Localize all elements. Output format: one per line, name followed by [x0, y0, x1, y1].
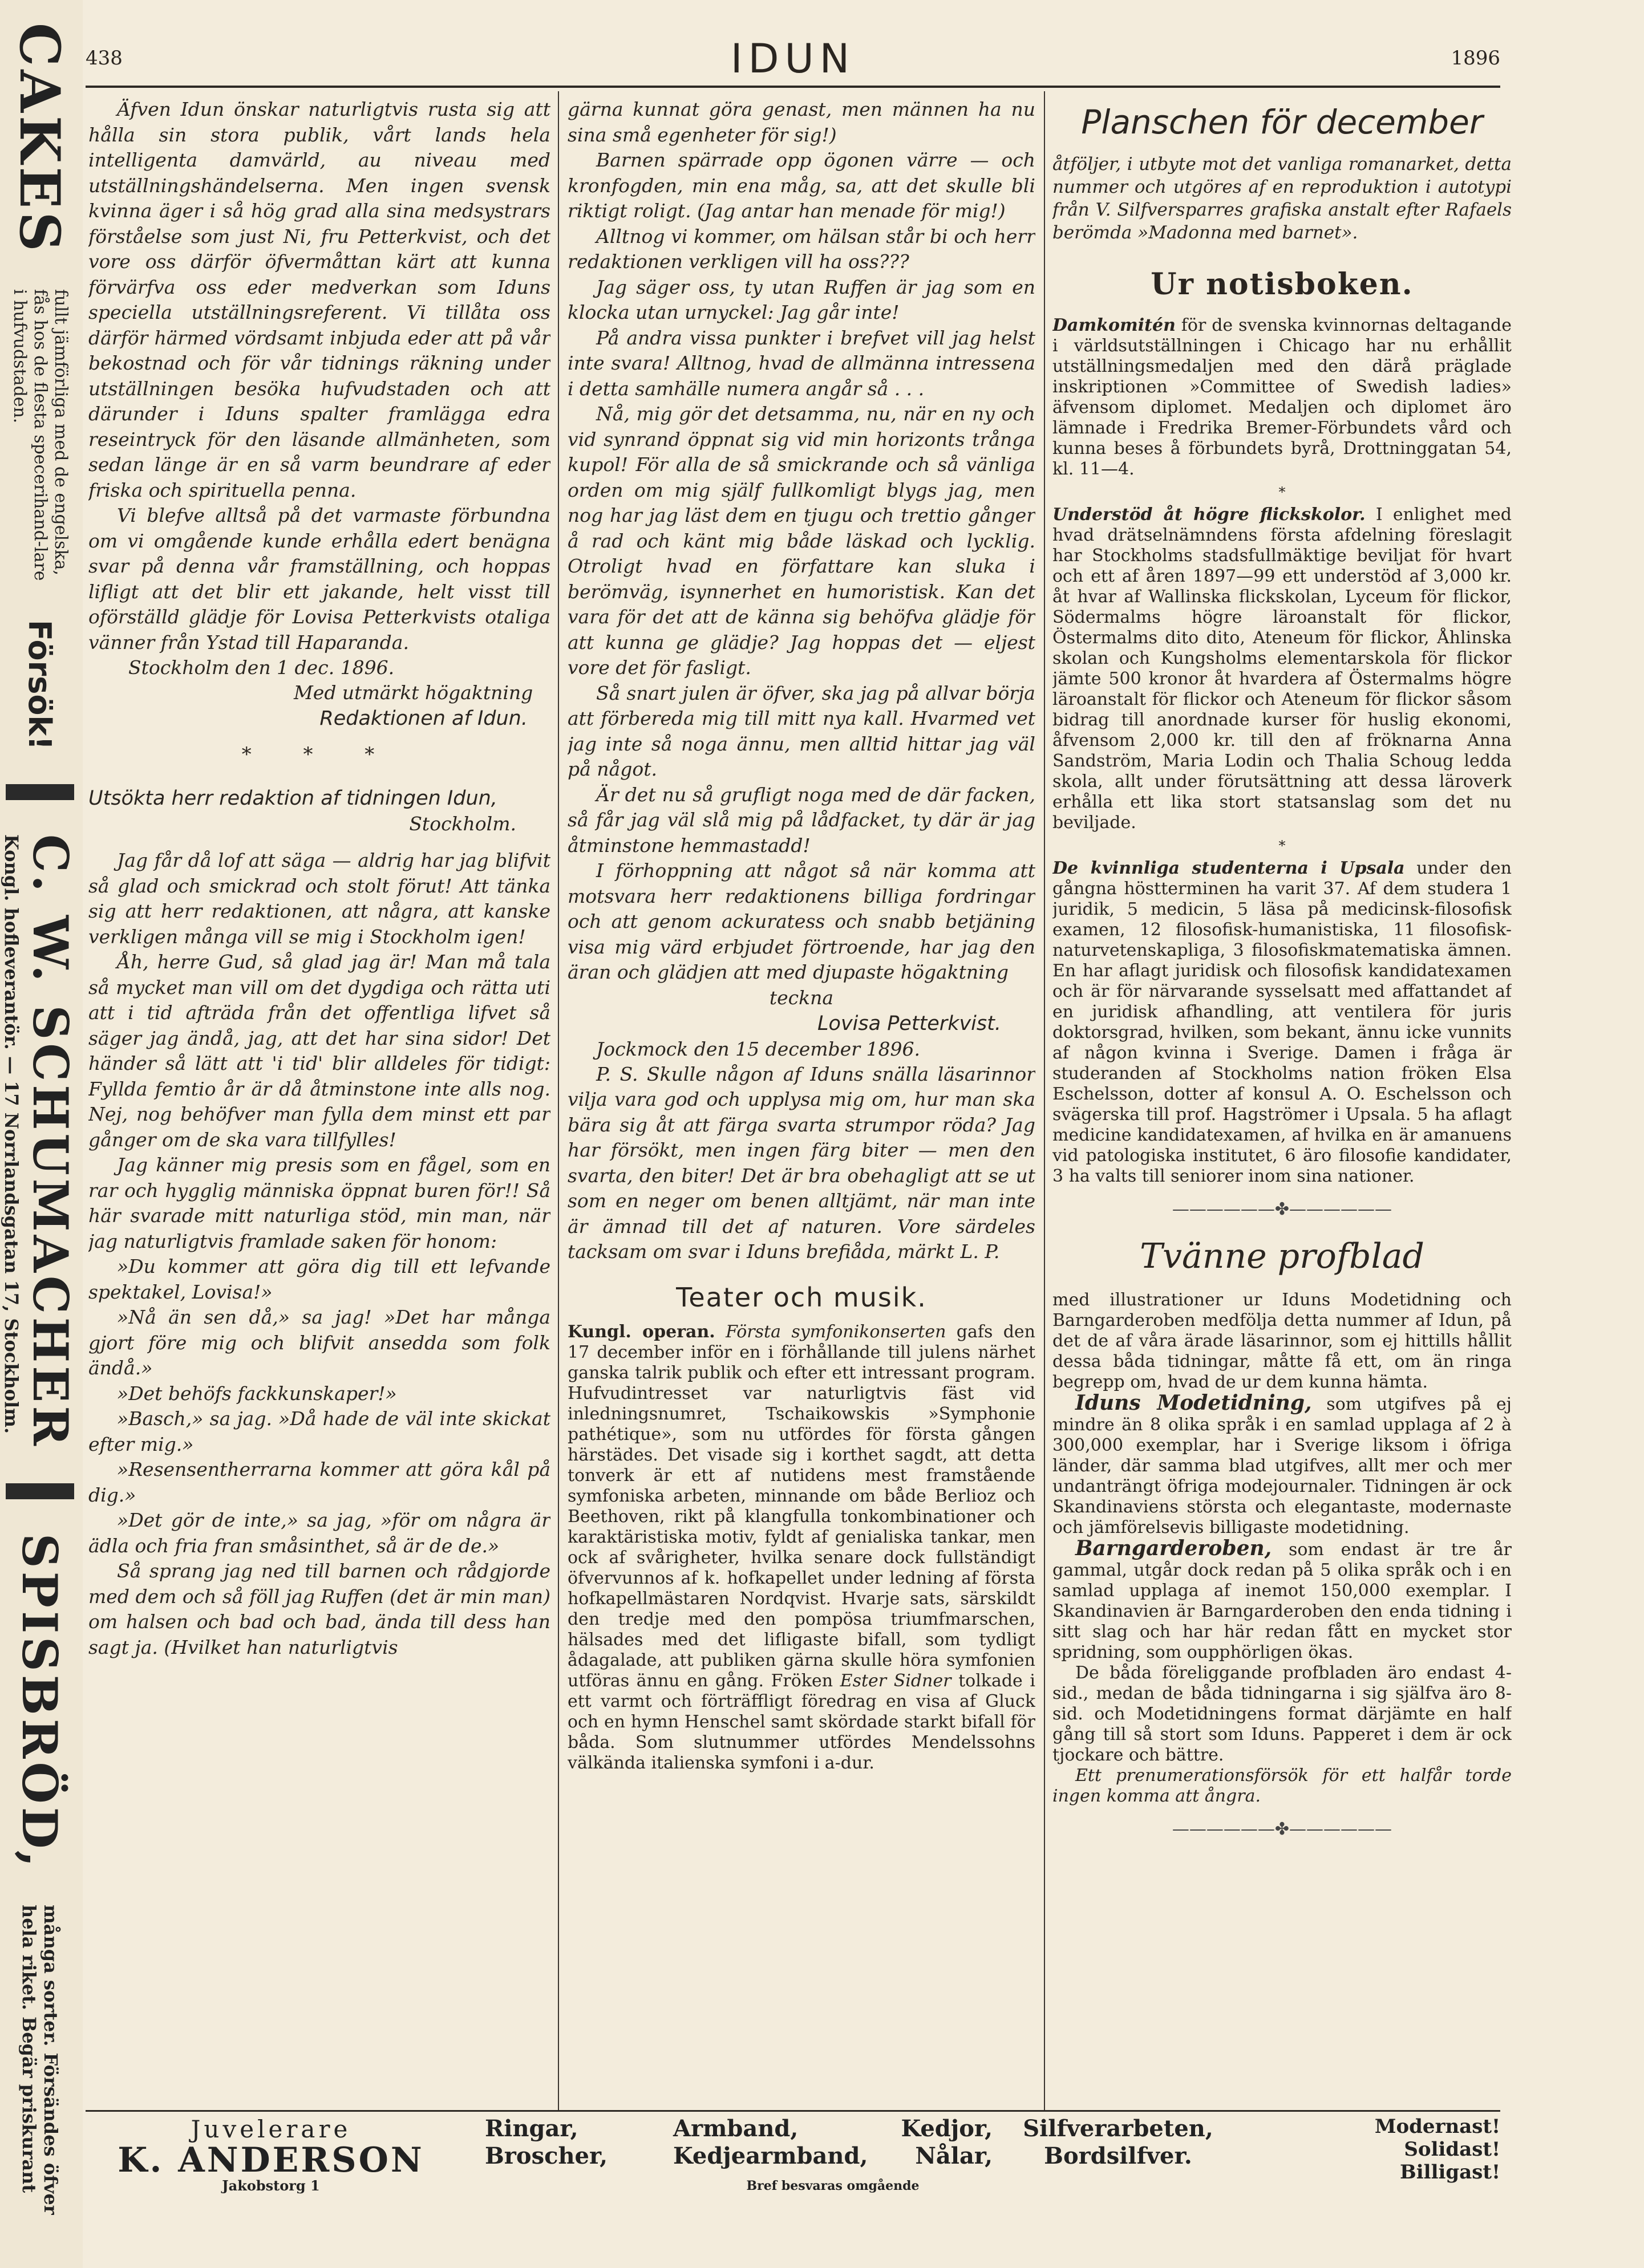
teater-lead-italic: Första symfonikonserten: [726, 1321, 946, 1342]
letter-paragraph: »Du kommer att göra dig till ett lefvande spektakel, Lovisa!»: [88, 1255, 550, 1303]
notis-body: för de svenska kvinnornas deltagande i världsutställningen i Chicago har nu erhållit utställningsmedaljen med den därå präglade inskriptionen »Committee of Swedish ladies» äfvensom diplomet. Medaljen och diplomet äro lämnade i Fredrika Bremer-Förbundets vård och kunna beses å förbundets byrå, Drottninggatan 54, kl. 11—4.: [1052, 315, 1512, 479]
merchant-name: C. W. SCHUMACHER: [22, 834, 79, 1450]
notis-lead: Understöd åt högre flickskolor.: [1052, 505, 1366, 525]
profblad-paragraph: [1052, 1393, 1512, 1538]
product-armband: Armband,: [673, 2115, 799, 2142]
teater-paragraph: [568, 1322, 1035, 1774]
notis-paragraph: [1052, 505, 1512, 833]
letter-paragraph: Så snart julen är öfver, ska jag på allvar börja att förbereda mig till mitt nya kall. Hvarmed vet jag inte så noga ännu, men alltid hittar jag väl på något.: [568, 681, 1035, 780]
product-broscher: Broscher,: [485, 2143, 608, 2169]
notis-body: I enlighet med hvad drätselnämndens första afdelning föreslagit har Stockholms stadsfullmäktige beviljat för hvart och ett af åren 1897—99 ett understöd af 3,000 kr. åt hvar af Wallinska flickskolan, Lyceum för flickor, Södermalms högre läroanstalt för flickor, Östermalms dito dito, Ateneum för flickor, Åhlinska skolan och Kungsholms elementarskola för flickor jämte 500 kronor åt hvardera af Östermalms högre läroanstalt för flickor och Ateneum för flickor såsom bidrag till anordnade kurser för huslig ekonomi, åfvensom 2,000 kr. till den af fröknarna Anna Sandström, Maria Lodin och Thalia Schoug ledda skola, allt under förutsättning att dessa läroverk erhålla ett lika stort statsanslag som det nu beviljade.: [1052, 505, 1512, 833]
notis-lead: Damkomitén: [1052, 315, 1176, 335]
page-year: 1896: [1451, 47, 1500, 70]
jeweler-title: Juvelerare: [191, 2115, 351, 2143]
column-rule: [1044, 91, 1045, 2110]
letter-date: Stockholm den 1 dec. 1896.: [128, 656, 395, 679]
page-title: IDUN: [730, 35, 856, 82]
cakes-text: fullt jämförliga med de engelska, fås hos de flesta specerihand-lare i hufvudstaden.: [10, 289, 71, 581]
column-rule: [558, 91, 559, 2110]
planschen-text: åtföljer, i utbyte mot det vanliga romanarket, detta nummer och utgöres af en reproduktion i autotypi från V. Silfversparres grafiska anstalt efter Rafaels berömda »Madonna med barnet».: [1052, 154, 1512, 243]
teater-body: gafs den 17 december inför en i förhållande till julens närhet ganska talrik publik och efter ett intressant program. Hufvudintresset var naturligtvis fäst vid inledningsnumret, Tschaikowskis »Symphonie pathétique», som nu utfördes för första gången härstädes. Det visade sig i korthet sagdt, att detta tonverk är ett af nutidens mest framstående symfoniska arbeten, minnande om både Berlioz och Beethoven, rikt på klangfulla tonkombinationer och karaktäristiska motiv, fyldt af genialiska tankar, men ock af svårigheter, hvilka senare dock fullständigt öfvervunnos af k. hofkapellet under ledning af första hofkapellmästaren Nordqvist. Hvarje sats, särskildt den tredje med den pompösa triumfmarschen, hälsades med det lifligaste bifall, som tydligt ådagalade, att publiken gärna skulle höra symfonien utföras ännu en gång. Fröken: [568, 1321, 1035, 1691]
letter-signature: Lovisa Petterkvist.: [817, 1012, 1001, 1035]
divider-bar: [6, 784, 74, 800]
spisbrod-text: många sorter. Försändes öfver hela riket. Begär priskurant: [18, 1904, 62, 2215]
section-heading-notisboken: Ur notisboken.: [1151, 267, 1414, 302]
notis-divider-dot: *: [1278, 838, 1286, 854]
letter-paragraph: »Det behöfs fackkunskaper!»: [117, 1382, 397, 1405]
side-advertisement: [0, 0, 83, 2268]
footer-advertisement: [86, 2110, 1500, 2192]
profblad-lead: Iduns Modetidning,: [1075, 1391, 1312, 1415]
profblad-paragraph: [1052, 1538, 1512, 1663]
letter-paragraph: »Det gör de inte,» sa jag, »för om några är ädla och fria fran småsinthet, så är de de.»: [88, 1509, 550, 1557]
letter-paragraph: »Resensentherrarna kommer att göra kål på dig.»: [88, 1458, 550, 1506]
section-heading-profblad: Tvänne profblad: [1140, 1236, 1424, 1276]
slogans: [1306, 2115, 1500, 2184]
spisbrod-brand: SPISBRÖD,: [11, 1533, 68, 1871]
cakes-tagline: Försök!: [22, 619, 58, 750]
slogan-solidast: Solidast!: [1404, 2138, 1500, 2161]
profblad-lead: Barngarderoben,: [1075, 1536, 1272, 1560]
notis-body: under den gångna höstterminen ha varit 37. Af dem studera 1 juridik, 5 medicin, 5 läsa på medicinsk-filosofisk examen, 12 filosofisk-humanistiska, 11 filosofisk-naturvetenskapliga, 3 filosofiskmatematiska ämnen. En har aflagt juridisk och filosofisk kandidatexamen och är för närvarande sysselsatt med affattandet af en juridisk afhandling, att ventilera för juris doktorsgrad, hvilken, som bekant, ännu icke vunnits af någon kvinna i Sverige. Damen i fråga är studeranden af Stockholms nation fröken Elsa Eschelsson, dotter af konsul A. O. Eschelsson och svägerska till prof. Hagströmer i Upsala. 5 ha aflagt medicine kandidatexamen, af hvilka en är amanuens vid patologiska institutet, 6 äro filosofie kandidater, 3 ha valts till seniorer inom sina nationer.: [1052, 858, 1512, 1186]
page-number: 438: [86, 47, 123, 70]
profblad-body: som endast är tre år gammal, utgår dock redan på 5 olika språk och i en samlad upplaga af inemot 150,000 exemplar. I Skandinavien är Barngarderoben den enda tidning i sitt slag och har här redan fått en mycket stor spridning, som oupphörligen ökas.: [1052, 1540, 1512, 1662]
letter-closing: Med utmärkt högaktning: [294, 681, 533, 704]
letter-address-city: Stockholm.: [409, 813, 516, 835]
letter-paragraph: Så sprang jag ned till barnen och rådgjorde med dem och så föll jag Ruffen (det är min man) om halsen och bad och bad, ända till dess han sagt ja. (Hvilket han naturligtvis: [88, 1560, 550, 1658]
letter-address: Utsökta herr redaktion af tidningen Idun,: [88, 787, 497, 810]
notis-paragraph: [1052, 315, 1512, 480]
letter-paragraph: Barnen spärrade opp ögonen värre — och kronfogden, min ena måg, sa, att det skulle bli riktigt roligt. (Jag antar han menade för mig!): [568, 149, 1035, 222]
cakes-brand: CAKES: [7, 23, 72, 255]
order-note: Bref besvaras omgående: [746, 2178, 920, 2193]
letter-paragraph: Jag får då lof att säga — aldrig har jag blifvit så glad och smickrad och stolt förut! Att tänka sig att herr redaktionen, att några, att kanske verkligen många vill se mig i Stockholm igen!: [88, 849, 550, 948]
teater-name: Ester Sidner: [840, 1670, 951, 1691]
notis-divider-dot: *: [1278, 484, 1286, 500]
letter-date: Jockmock den 15 december 1896.: [596, 1037, 920, 1060]
divider-bar: [6, 1483, 74, 1499]
letter-paragraph: »Nå än sen då,» sa jag! »Det har många gjort före mig och blifvit ansedda som folk ändå.»: [88, 1306, 550, 1379]
products-2: [673, 2115, 993, 2200]
letter-paragraph: gärna kunnat göra genast, men männen ha nu sina små egenheter för sig!): [568, 98, 1035, 146]
letter-paragraph: Åh, herre Gud, så glad jag är! Man må tala så mycket man vill om det dygdiga och rätta uti att i tid afträda från det offentliga lifvet så säger jag ändå, jag, att det har sina sidor! Det händer så lätt att 'i tid' blir alldeles för tidigt: Fyllda femtio år är då åtminstone inte alls nog. Nej, nog behöfver man fylla dem minst ett par gånger om de ska vara tillfylles!: [88, 951, 550, 1151]
jeweler-name: K. ANDERSON: [118, 2140, 424, 2180]
merchant-address: Kongl. hofleverantör. — 17 Norrlandsgatan 17, Stockholm.: [1, 834, 23, 1434]
letter-paragraph: Jag känner mig presis som en fågel, som en rar och hygglig människa öppnat buren för!! Så här svarade mitt naturliga stöd, min man, när jag naturligtvis framlade saken för honom:: [88, 1154, 550, 1252]
column-3: [1052, 97, 1512, 2104]
jeweler-address: Jakobstorg 1: [222, 2177, 320, 2194]
column-2: [568, 97, 1035, 2104]
column-1: [88, 97, 550, 2104]
letter-signature: Redaktionen af Idun.: [319, 707, 528, 730]
side-advertisement-text: [0, 23, 80, 2247]
notis-lead: De kvinnliga studenterna i Upsala: [1052, 858, 1405, 878]
letter-paragraph: Äfven Idun önskar naturligtvis rusta sig att hålla sin stora publik, vårt lands hela intelligenta damvärld, au niveau med utställningshändelserna. Men ingen svensk kvinna äger i så hög grad alla sina medsystrars förståelse som just Ni, fru Petterkvist, och det vore oss därför öfvermåttan kärt att kunna förvärfva oss eder medverkan som Iduns speciella utställningsreferent. Vi tillåta oss därför härmed vördsamt inbjuda eder att på vår bekostnad och för vår tidnings räkning under utställningen besöka hufvudstaden och att därunder i Iduns spalter framlägga edra reseintryck för den läsande allmänheten, som sedan länge är en så varm beundrare af eder friska och spirituella penna.: [88, 98, 550, 501]
product-kedjearmband: Kedjearmband,: [673, 2143, 868, 2169]
product-nalar: Nålar,: [915, 2143, 993, 2169]
letter-teckna: teckna: [769, 986, 834, 1009]
letter-paragraph: På andra vissa punkter i brefvet vill jag helst inte svara! Alltnog, hvad de allmänna intressena i detta samhälle numera angår så . . .: [568, 326, 1035, 400]
section-heading-planschen: Planschen för december: [1081, 103, 1483, 141]
notis-paragraph: [1052, 858, 1512, 1187]
section-heading-teater: Teater och musik.: [676, 1281, 927, 1313]
products-1: [485, 2115, 633, 2170]
merchant-block: [1, 834, 79, 1449]
profblad-paragraph: Ett prenumerationsförsök för ett halfår torde ingen komma att ångra.: [1052, 1766, 1512, 1806]
letter-paragraph: I förhoppning att något så när komma att motsvara herr redaktionens billiga fordringar och att genom ackuratess och snabb betjäning visa mig värd erbjudet förtroende, har jag den äran och glädjen att med djupaste högaktning: [568, 859, 1035, 983]
page-header: [86, 34, 1500, 88]
jeweler-block: [86, 2115, 456, 2194]
letter-postscript: P. S. Skulle någon af Iduns snälla läsarinnor vilja vara god och upplysa mig om, hur man ska bära sig åt att färga svarta strumpor röda? Jag har försökt, men ingen färg biter — men den svarta, den biter! Det är bra obehagligt att se ut som en neger om benen alltjämt, när man inte är ämnad till det af naturen. Vore särdeles tacksam om svar i Iduns brefiåda, märkt L. P.: [568, 1062, 1035, 1263]
teater-lead: Kungl. operan.: [568, 1321, 715, 1342]
teater-tail: tolkade i ett varmt och förträffligt föredrag en visa af Gluck och en hymn Henschel samt skördade starkt bifall för båda. Som slutnummer utfördes Mendelssohns välkända italienska symfoni i a-dur.: [568, 1670, 1035, 1773]
ornament-divider: ——————✤——————: [1172, 1199, 1392, 1219]
product-ringar: Ringar,: [485, 2115, 578, 2142]
profblad-body: som utgifves på ej mindre än 8 olika språk i en samlad upplaga af 2 à 300,000 exemplar, har i Sverige liksom i öfriga länder, där samma blad utgifves, allt mer och mer undanträngt öfriga modejournaler. Tidningen är ock Skandinaviens största och elegantaste, modernaste och jämförelsevis billigaste modetidning.: [1052, 1394, 1512, 1537]
product-bordsilfver: Bordsilfver.: [1044, 2143, 1192, 2169]
letter-paragraph: Nå, mig gör det detsamma, nu, när en ny och vid synrand öppnat sig vid min horizonts trånga kupol! För alla de så smickrande och så vänliga orden om mig själf fullkomligt blygs jag, men nog har jag läst dem en tjugu och trettio gånger å rad och känt mig både läskad och lycklig. Otroligt hvad en författare kan sluka i berömväg, isynnerhet en humoristisk. Kan det vara för det att de känna sig behöfva glädje för att kunna ge glädje? Jag hoppas det — eljest vore det för fasligt.: [568, 403, 1035, 679]
letter-paragraph: Vi blefve alltså på det varmaste förbundna om vi omgående kunde erhålla edert benägna svar på denna vår framställning, och hoppas lifligt att det blir ett jakande, helt visst till oförställd glädje för Lovisa Petterkvists otaliga vänner från Ystad till Haparanda.: [88, 504, 550, 654]
product-silfver: Silfverarbeten,: [1023, 2115, 1213, 2142]
product-kedjor: Kedjor,: [901, 2115, 993, 2142]
profblad-paragraph: med illustrationer ur Iduns Modetidning och Barngarderoben medfölja detta nummer af Idun, på det de af våra ärade läsarinnor, som ej hittills hållit dessa båda tidningar, måtte få ett, om än ringa begrepp om, hvad de ur dem kunna hämta.: [1052, 1290, 1512, 1392]
letter-paragraph: Jag säger oss, ty utan Ruffen är jag som en klocka utan urnyckel: Jag går inte!: [568, 275, 1035, 323]
profblad-paragraph: De båda föreliggande profbladen äro endast 4-sid., medan de båda tidningarna i sig själfva äro 8-sid. och Modetidningens format därjämte en half gång till så stort som Iduns. Papperet i dem är ock tjockare och bättre.: [1052, 1663, 1512, 1765]
letter-paragraph: Är det nu så grufligt noga med de där facken, så får jag väl slå mig på lådfacket, ty där är jag åtminstone hemmastadd!: [568, 783, 1035, 857]
letter-paragraph: Alltnog vi kommer, om hälsan står bi och herr redaktionen verkligen vill ha oss???: [568, 225, 1035, 273]
products-3: [998, 2115, 1238, 2170]
section-divider: * * *: [241, 743, 398, 766]
ornament-divider: ——————✤——————: [1172, 1819, 1392, 1839]
slogan-billigast: Billigast!: [1400, 2161, 1500, 2184]
slogan-modernast: Modernast!: [1374, 2115, 1500, 2138]
letter-paragraph: »Basch,» sa jag. »Då hade de väl inte skickat efter mig.»: [88, 1407, 550, 1455]
